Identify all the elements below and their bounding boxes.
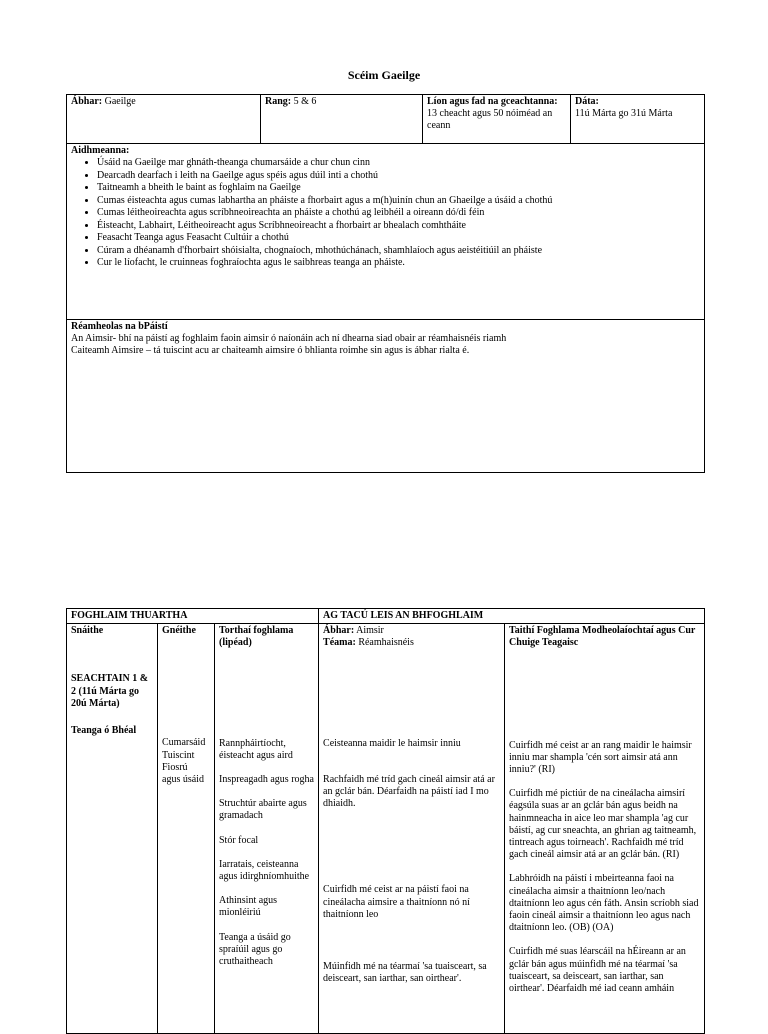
ag-tacu-header: AG TACÚ LEIS AN BHFOGHLAIM [319,609,705,624]
aidhm-item: • Úsáid na Gaeilge mar ghnáth-theanga chumarsáide a chur chun cinn [97,157,700,170]
gneithe-line: agus úsáid [162,774,204,786]
week-label: SEACHTAIN 1 & 2 (11ú Márta go 20ú Márta) [71,673,149,709]
aidhm-item: • Cur le líofacht, le cruinneas foghraíochta agus le saibhreas teanga an pháiste. [97,257,700,270]
taithi-column [505,624,705,1034]
torthai-item: Teanga a úsáid go spraíúil agus go cruthaitheach [219,931,291,968]
data-cell [571,95,705,144]
aidhmeanna-cell [67,144,705,320]
abhar-item: Múinfidh mé na téarmaí 'sa tuaisceart, sa deisceart, san iarthar, san oirthear'. [323,961,487,985]
taithi-item: Cuirfidh mé suas léarscáil na hÉireann ar an gclár bán agus múinfidh mé na téarmaí 'sa tuaisceart, sa deisceart, san iarthar, san oirthear'. Déarfaidh mé iad ceann amháin [509,946,686,995]
aidhm-item: • Dearcadh dearfach i leith na Gaeilge agus spéis agus dúil inti a chothú [97,170,700,183]
aidhm-item: • Feasacht Teanga agus Feasacht Cultúir a chothú [97,232,700,245]
torthai-item: Struchtúr abairte agus gramadach [219,798,307,822]
torthai-item: Rannpháirtíocht, éisteacht agus aird [219,737,293,761]
gneithe-line: Cumarsáid [162,737,206,749]
aidhm-item: • Éisteacht, Labhairt, Léitheoireacht agus Scríbhneoireacht a fhorbairt ar bhealach comhtháite [97,220,700,233]
aidhm-item: • Cumas éisteachta agus cumas labhartha an pháiste a fhorbairt agus a m(h)uinín chun an Ghaeilge a úsáid a chothú [97,195,700,208]
lion-cell [423,95,571,144]
torthai-column [215,624,319,1034]
rang-cell [261,95,423,144]
rang-label: Rang: [265,96,292,107]
taithi-item: Labhróidh na páistí i mbeirteanna faoi na cineálacha aimsir a thaitníonn leo/nach dtaitníonn leo agus cén fáth. Ansin scríobh siad faoin cineál aimsir a thaitníonn leo agus nach dtaitníonn leo. (OB) (OA) [509,873,699,934]
torthai-heading: Torthaí foghlama (lipéad) [219,625,294,649]
abhar-label: Ábhar: [71,96,103,107]
gneithe-heading: Gnéithe [162,625,196,637]
torthai-item: Stór focal [219,834,259,846]
strand-label: Teanga ó Bhéal [71,725,137,737]
abhar-item: Cuirfidh mé ceist ar na páistí faoi na cineálacha aimsire a thaitníonn nó ní thaitníonn leo [323,884,470,920]
taithi-item: Cuirfidh mé pictiúr de na cineálacha aimsirí éagsúla suas ar an gclár bán agus beidh na hainmneacha in aice leo mar shampla 'ag cur báistí, ag cur sneachta, an ghrian ag taitneamh, tintreach agus toirneach'. Rachfaidh mé tríd gach cineál aimsir atá ar an gclár bán. (RI) [509,788,697,861]
taithi-heading: Taithí Foghlama Modheolaíochtaí agus Cur Chuige Teagaisc [509,625,696,649]
snaithe-column [67,624,158,1034]
abhar-column [319,624,505,1034]
reamheolas-line: An Aimsir- bhí na páistí ag foghlaim faoin aimsir ó naíonáin ach ní dhearna siad obair ar réamhaisnéis riamh [71,333,507,344]
gneithe-line: Fiosrú [162,761,188,773]
torthai-item: Inspreagadh agus rogha [219,774,314,786]
torthai-item: Iarratais, ceisteanna agus idirghníomhuithe [219,858,310,883]
gneithe-column [158,624,215,1034]
taithi-item: Cuirfidh mé ceist ar an rang maidir le haimsir inniu mar shampla 'cén sort aimsir atá ann inniu?' (RI) [509,739,692,776]
abhar-value: Gaeilge [104,96,136,107]
snaithe-heading: Snáithe [71,625,104,637]
data-value: 11ú Márta go 31ú Márta [575,108,673,119]
abhar-heading: Ábhar: Aimsir [323,625,384,637]
data-label: Dáta: [575,96,599,107]
gneithe-line: Tuiscint [162,749,195,761]
rang-value: 5 & 6 [293,96,317,107]
page-title: Scéim Gaeilge [347,68,421,82]
abhar-item: Ceisteanna maidir le haimsir inniu [323,737,461,749]
aidhmeanna-list [71,157,700,270]
abhar-item: Rachfaidh mé tríd gach cineál aimsir atá ar an gclár bán. Déarfaidh na páistí iad I mo dhiaidh. [323,773,495,810]
aidhm-item: • Taitneamh a bheith le baint as foghlaim na Gaeilge [97,182,700,195]
aidhmeanna-heading: Aidhmeanna: [71,145,130,156]
abhar-cell [67,95,261,144]
torthai-item: Athinsint agus mionléiriú [219,895,278,919]
aidhm-item: • Cumas léitheoireachta agus scríbhneoireachta an pháiste a chothú ag leibhéil a oireann dó/di féin [97,207,700,220]
foghlaim-thuartha-header: FOGHLAIM THUARTHA [67,609,319,624]
scheme-info-table [66,94,705,473]
plan-table [66,608,705,1034]
teama-heading: Téama: Réamhaisnéis [323,637,414,649]
lion-label: Líon agus fad na gceachtanna: [427,96,558,107]
lion-value: 13 cheacht agus 50 nóiméad an ceann [427,108,553,131]
reamheolas-line: Caiteamh Aimsire – tá tuiscint acu ar chaiteamh aimsire ó bhlianta roimhe sin agus is ábhar rialta é. [71,345,470,356]
reamheolas-heading: Réamheolas na bPáistí [71,321,168,332]
reamheolas-cell [67,320,705,473]
aidhm-item: • Cúram a dhéanamh d'fhorbairt shóisialta, chognaíoch, mhothúchánach, shamhlaíoch agus aeistéitiúil an pháiste [97,245,700,258]
